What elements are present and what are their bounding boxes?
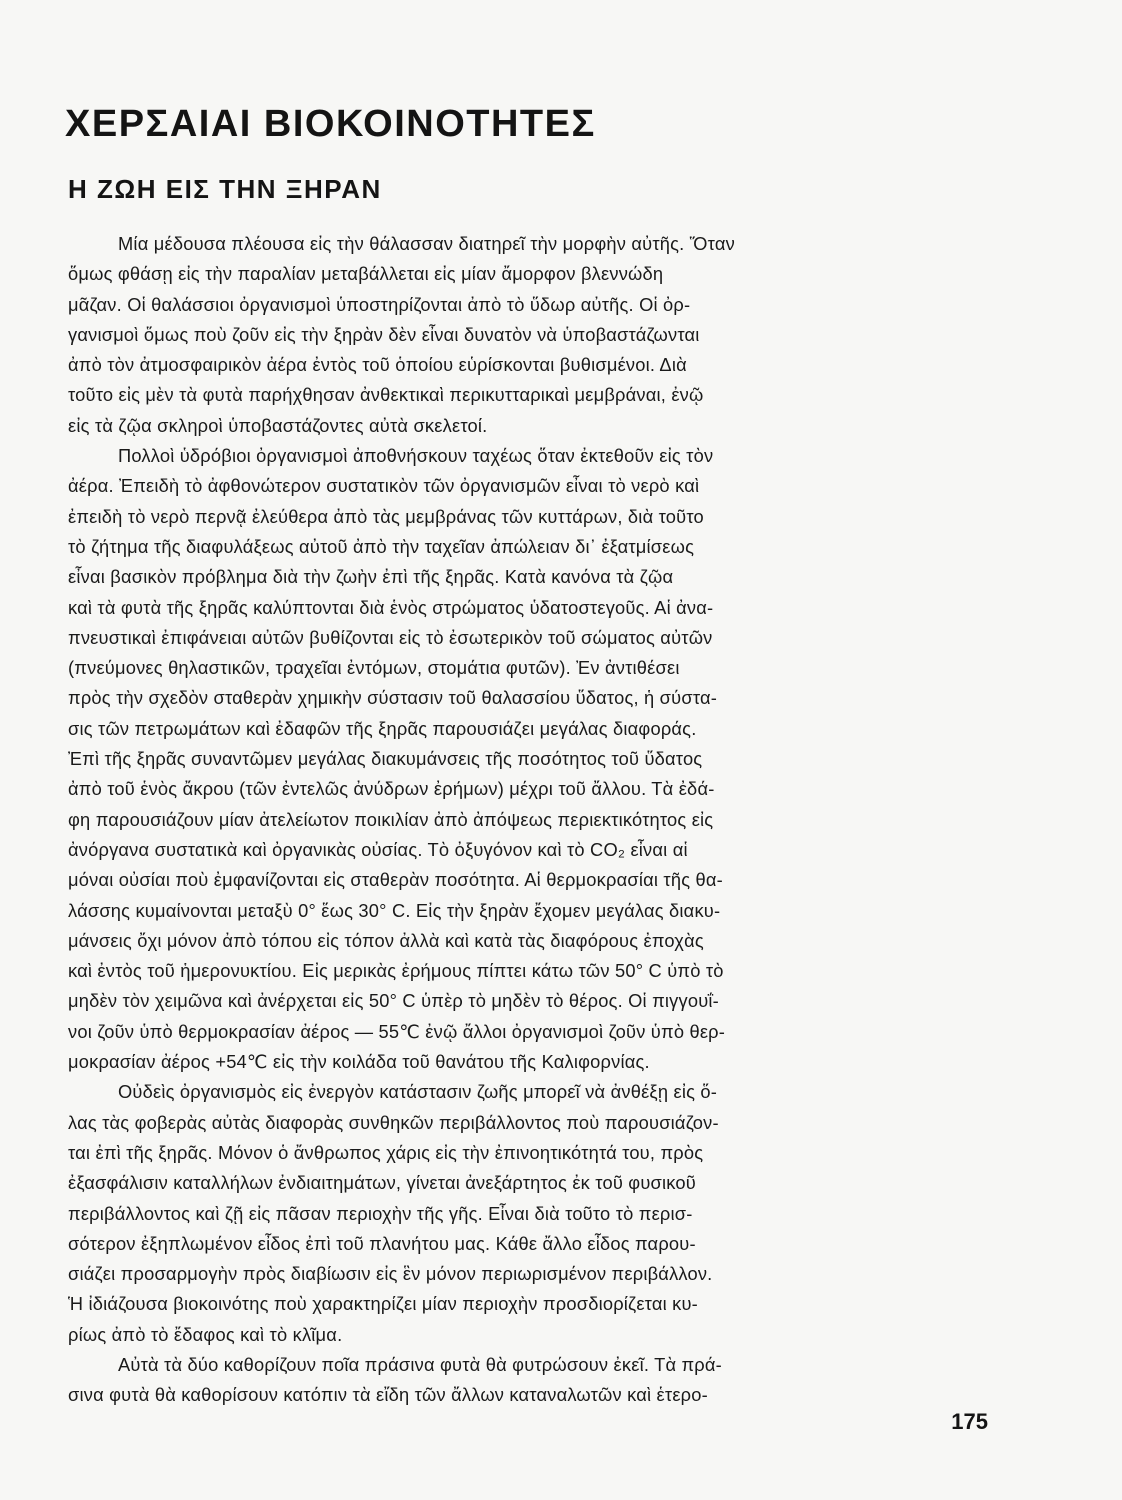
text-line: ἀέρα. Ἐπειδὴ τὸ ἀφθονώτερον συστατικὸν τῶν ὀργανισμῶν εἶναι τὸ νερὸ καὶ (68, 475, 700, 497)
text-line: (πνεύμονες θηλαστικῶν, τραχεῖαι ἐντόμων, στομάτια φυτῶν). Ἐν ἀντιθέσει (68, 657, 680, 679)
text-line: λας τὰς φοβερὰς αὐτὰς διαφορὰς συνθηκῶν περιβάλλοντος ποὺ παρουσιάζον- (68, 1111, 719, 1133)
text-line: εἶναι βασικὸν πρόβλημα διὰ τὴν ζωὴν ἐπὶ τῆς ξηρᾶς. Κατὰ κανόνα τὰ ζῷα (68, 566, 674, 588)
text-line: νοι ζοῦν ὑπὸ θερμοκρασίαν ἀέρος — 55℃ ἐνῷ ἄλλοι ὀργανισμοὶ ζοῦν ὑπὸ θερ- (68, 1020, 726, 1042)
text-line: τοῦτο εἰς μὲν τὰ φυτὰ παρήχθησαν ἀνθεκτικαὶ περικυτταρικαὶ μεμβράναι, ἐνῷ (68, 384, 704, 406)
text-line: ἐπειδὴ τὸ νερὸ περνᾷ ἐλεύθερα ἀπὸ τὰς μεμβράνας τῶν κυττάρων, διὰ τοῦτο (68, 505, 704, 527)
text-line: μᾶζαν. Οἱ θαλάσσιοι ὀργανισμοὶ ὑποστηρίζονται ἀπὸ τὸ ὕδωρ αὐτῆς. Οἱ ὀρ- (68, 293, 691, 315)
text-line: ὅμως φθάσῃ εἰς τὴν παραλίαν μεταβάλλεται εἰς μίαν ἄμορφον βλεννώδη (68, 263, 664, 285)
section-title: Η ΖΩΗ ΕΙΣ ΤΗΝ ΞΗΡΑΝ (68, 174, 382, 204)
body-text (68, 229, 988, 1411)
text-line: ἀνόργανα συστατικὰ καὶ ὀργανικὰς οὐσίας. Τὸ ὀξυγόνον καὶ τὸ CO₂ εἶναι αἱ (68, 838, 688, 860)
text-line: μοκρασίαν ἀέρος +54℃ εἰς τὴν κοιλάδα τοῦ θανάτου τῆς Καλιφορνίας. (68, 1051, 650, 1073)
text-line: ται ἐπὶ τῆς ξηρᾶς. Μόνον ὁ ἄνθρωπος χάρις εἰς τὴν ἐπινοητικότητά του, πρὸς (68, 1141, 704, 1163)
text-line: σιάζει προσαρμογὴν πρὸς διαβίωσιν εἰς ἓν μόνον περιωρισμένον περιβάλλον. (68, 1263, 713, 1285)
text-line: ρίως ἀπὸ τὸ ἔδαφος καὶ τὸ κλῖμα. (68, 1323, 343, 1345)
text-line: λάσσης κυμαίνονται μεταξὺ 0° ἕως 30° C. Εἰς τὴν ξηρὰν ἔχομεν μεγάλας διακυ- (68, 899, 721, 921)
text-line: μόναι οὐσίαι ποὺ ἐμφανίζονται εἰς σταθερὰν ποσότητα. Αἱ θερμοκρασίαι τῆς θα- (68, 869, 723, 891)
text-line: σότερον ἐξηπλωμένον εἶδος ἐπὶ τοῦ πλανήτου μας. Κάθε ἄλλο εἶδος παρου- (68, 1232, 696, 1254)
page-title: ΧΕΡΣΑΙΑΙ ΒΙΟΚΟΙΝΟΤΗΤΕΣ (65, 103, 596, 145)
page-number: 175 (951, 1409, 988, 1434)
text-line: μηδὲν τὸν χειμῶνα καὶ ἀνέρχεται εἰς 50° C ὑπὲρ τὸ μηδὲν τὸ θέρος. Οἱ πιγγουΐ- (68, 990, 719, 1012)
text-line: μάνσεις ὄχι μόνον ἀπὸ τόπου εἰς τόπον ἀλλὰ καὶ κατὰ τὰς διαφόρους ἐποχὰς (68, 929, 704, 951)
text-line: γανισμοὶ ὅμως ποὺ ζοῦν εἰς τὴν ξηρὰν δὲν εἶναι δυνατὸν νὰ ὑποβαστάζωνται (68, 323, 700, 345)
text-line: καὶ τὰ φυτὰ τῆς ξηρᾶς καλύπτονται διὰ ἑνὸς στρώματος ὑδατοστεγοῦς. Αἱ ἀνα- (68, 596, 714, 618)
text-line: Ἡ ἰδιάζουσα βιοκοινότης ποὺ χαρακτηρίζει μίαν περιοχὴν προσδιορίζεται κυ- (68, 1293, 698, 1315)
text-line: εἰς τὰ ζῷα σκληροὶ ὑποβαστάζοντες αὐτὰ σκελετοί. (68, 414, 488, 436)
text-line: καὶ ἐντὸς τοῦ ἡμερονυκτίου. Εἰς μερικὰς ἐρήμους πίπτει κάτω τῶν 50° C ὑπὸ τὸ (68, 960, 724, 982)
text-line: ἀπὸ τοῦ ἑνὸς ἄκρου (τῶν ἐντελῶς ἀνύδρων ἐρήμων) μέχρι τοῦ ἄλλου. Τὰ ἐδά- (68, 778, 715, 800)
text-line: σις τῶν πετρωμάτων καὶ ἐδαφῶν τῆς ξηρᾶς παρουσιάζει μεγάλας διαφοράς. (68, 717, 697, 739)
text-line: Οὐδεὶς ὀργανισμὸς εἰς ἐνεργὸν κατάστασιν ζωῆς μπορεῖ νὰ ἀνθέξῃ εἰς ὅ- (118, 1081, 718, 1103)
text-line: πρὸς τὴν σχεδὸν σταθερὰν χημικὴν σύστασιν τοῦ θαλασσίου ὕδατος, ἡ σύστα- (68, 687, 718, 709)
text-line: σινα φυτὰ θὰ καθορίσουν κατόπιν τὰ εἴδη τῶν ἄλλων καταναλωτῶν καὶ ἑτερο- (68, 1384, 708, 1406)
text-line: Πολλοὶ ὑδρόβιοι ὀργανισμοὶ ἀποθνήσκουν ταχέως ὅταν ἐκτεθοῦν εἰς τὸν (118, 445, 714, 467)
text-line: Ἐπὶ τῆς ξηρᾶς συναντῶμεν μεγάλας διακυμάνσεις τῆς ποσότητος τοῦ ὕδατος (68, 748, 703, 770)
text-line: ἀπὸ τὸν ἀτμοσφαιρικὸν ἀέρα ἐντὸς τοῦ ὁποίου εὑρίσκονται βυθισμένοι. Διὰ (68, 354, 687, 376)
text-line: τὸ ζήτημα τῆς διαφυλάξεως αὐτοῦ ἀπὸ τὴν ταχεῖαν ἀπώλειαν δι᾽ ἐξατμίσεως (68, 535, 695, 557)
text-line: Αὐτὰ τὰ δύο καθορίζουν ποῖα πράσινα φυτὰ θὰ φυτρώσουν ἐκεῖ. Τὰ πρά- (118, 1353, 722, 1375)
text-line: φη παρουσιάζουν μίαν ἀτελείωτον ποικιλίαν ἀπὸ ἀπόψεως περιεκτικότητος εἰς (68, 808, 714, 830)
text-line: ἐξασφάλισιν καταλλήλων ἐνδιαιτημάτων, γίνεται ἀνεξάρτητος ἐκ τοῦ φυσικοῦ (68, 1172, 696, 1194)
text-line: Μία μέδουσα πλέουσα εἰς τὴν θάλασσαν διατηρεῖ τὴν μορφὴν αὐτῆς. Ὅταν (118, 233, 735, 254)
text-line: πνευστικαὶ ἐπιφάνειαι αὐτῶν βυθίζονται εἰς τὸ ἐσωτερικὸν τοῦ σώματος αὐτῶν (68, 626, 713, 648)
text-line: περιβάλλοντος καὶ ζῇ εἰς πᾶσαν περιοχὴν τῆς γῆς. Εἶναι διὰ τοῦτο τὸ περισ- (68, 1202, 693, 1224)
